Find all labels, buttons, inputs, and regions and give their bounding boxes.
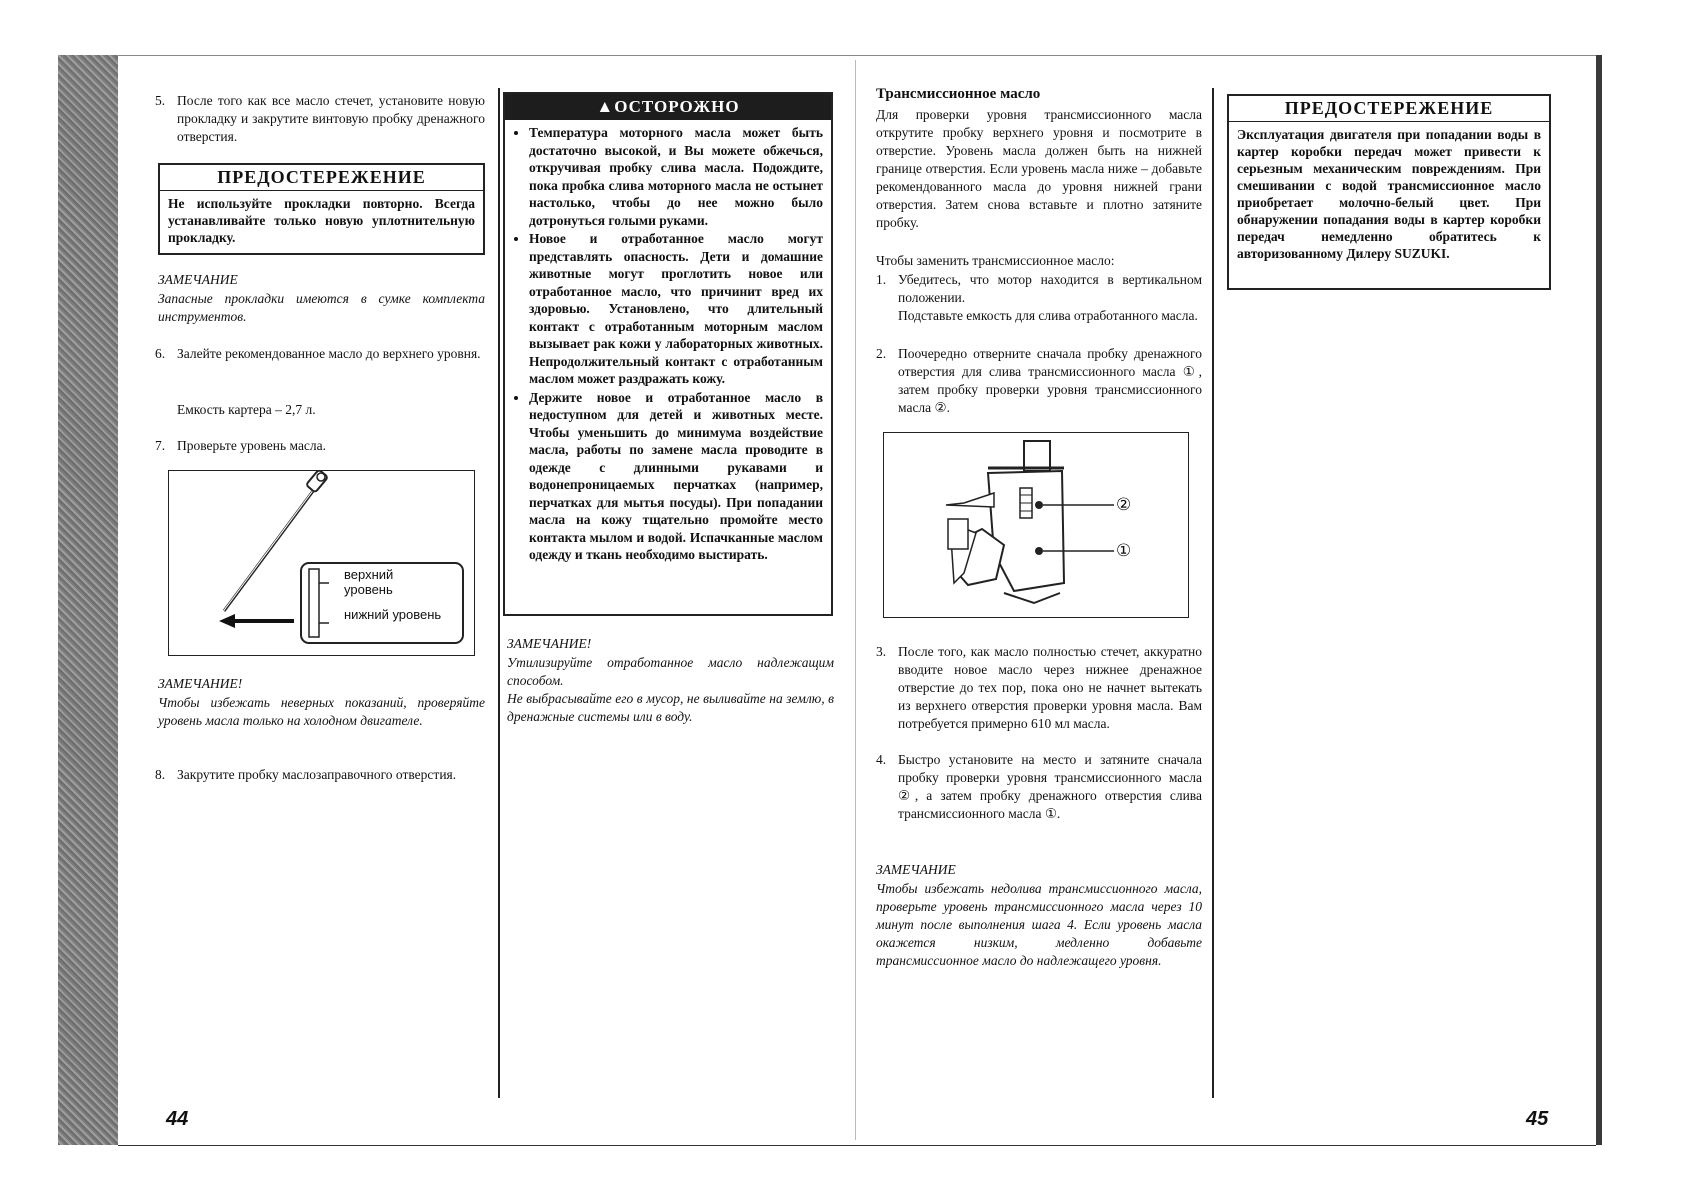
step-text: Проверьте уровень масла. [177,438,327,453]
step-text: Убедитесь, что мотор находится в вертикальном положении. [898,272,1202,305]
note-title: ЗАМЕЧАНИЕ [158,272,238,287]
upper-level-label: верхний уровень [344,567,394,597]
step-text: Залейте рекомендованное масло до верхнего уровня. [177,346,481,361]
step-7 [155,437,485,455]
step-3 [876,643,1202,733]
note-text-environment: Не выбрасывайте его в мусор, не выливайте на землю, в дренажные системы или в воду. [507,691,834,724]
step-number: 8. [155,767,166,782]
step-text: Поочередно отверните сначала пробку дренажного отверстия для слива трансмиссионного масла ①, затем пробку проверки уровня трансмиссионного масла ②. [898,346,1202,415]
page-top-edge [118,55,1596,56]
step-number: 5. [155,93,166,108]
warning-body [505,120,831,569]
step-text: Быстро установите на место и затяните сначала пробку проверки уровня трансмиссионного масла ②, а затем пробку дренажного отверстия слива трансмиссионного масла ①. [898,752,1202,821]
step-number: 2. [876,346,887,361]
warning-title: ▲ОСТОРОЖНО [505,94,831,120]
step-text: Закрутите пробку маслозаправочного отверстия. [177,767,457,782]
step-number: 3. [876,644,887,659]
step-1 [876,271,1202,325]
step-number: 1. [876,272,887,287]
warning-item: • Новое и отработанное масло могут представлять опасность. Дети и домашние животные могут проглотить новое или отработанное масло, что причинит вред их здоровью. Установлено, что длительный контакт с отработанным моторным маслом вызывает рак кожи у лабораторных животных. Непродолжительный контакт с отработанным маслом может раздражать кожу. [529,230,823,388]
note-text: Запасные прокладки имеются в сумке комплекта инструментов. [158,291,485,324]
replace-intro: Чтобы заменить трансмиссионное масло: [876,253,1115,268]
caution-box-gasket [158,163,485,255]
scan-edge-right [1596,55,1602,1145]
caution-title: ПРЕДОСТЕРЕЖЕНИЕ [1229,96,1549,122]
caution-box-water [1227,94,1551,290]
note-title: ЗАМЕЧАНИЕ! [507,636,592,651]
warning-item: • Температура моторного масла может быть достаточно высокой, и Вы можете обжечься, откручивая пробку слива масла. Подождите, пока пробка слива моторного масла не остынет настолько, чтобы до нее можно было дотронуться голыми руками. [529,124,823,229]
page-number-right: 45 [1526,1108,1549,1130]
note-text: Чтобы избежать недолива трансмиссионного масла, проверьте уровень трансмиссионного масла через 10 минут после выполнения шага 4. Если уровень масла окажется низким, медленно добавьте трансмиссионное масло до надлежащего уровня. [876,881,1202,968]
section-heading: Трансмиссионное масло [876,86,1041,102]
caution-text: Не используйте прокладки повторно. Всегда устанавливайте только новую уплотнительную прокладку. [168,196,475,245]
step-number: 4. [876,752,887,767]
page-number-left: 44 [166,1108,189,1130]
column-divider-left [498,88,500,1098]
step-number: 7. [155,438,166,453]
intro-paragraph: Для проверки уровня трансмиссионного масла открутите пробку верхнего уровня и посмотрите в отверстие. Уровень масла должен быть на нижней границе отверстия. Если уровень масла ниже – добавьте рекомендованного масла до уровня нижней грани отверстия. Затем снова вставьте и плотно затяните пробку. [876,107,1202,230]
step-text: После того как все масло стечет, установите новую прокладку и закрутите винтовую пробку дренажного отверстия. [177,93,485,144]
step-number: 6. [155,346,166,361]
dipstick-figure [168,470,475,656]
step-8 [155,766,485,784]
step-text: После того, как масло полностью стечет, аккуратно вводите новое масло через нижнее дренажное отверстие до тех пор, пока оно не начнет вытекать из верхнего отверстия проверки уровня масла. Вам потребуется примерно 610 мл масла. [898,644,1202,731]
spine-divider [855,60,856,1140]
page-bottom-edge [118,1145,1596,1146]
warning-item: • Держите новое и отработанное масло в недоступном для детей и животных месте. Чтобы уменьшить до минимума воздействие масла, работы по замене масла проводите в одежде с длинными рукавами и водонепроницаемых перчатках (например, перчатках для мытья посуды). При попадании масла на кожу тщательно промойте место контакта мылом и водой. Испачканные маслом одежду и ткань необходимо выстирать. [529,389,823,564]
step-6 [155,345,485,363]
note-title: ЗАМЕЧАНИЕ! [158,676,243,691]
note-text-disposal: Утилизируйте отработанное масло надлежащим способом. [507,655,834,688]
gearcase-figure [883,432,1189,618]
caution-text: Эксплуатация двигателя при попадании воды в картер коробки передач может привести к серьезным механическим повреждениям. При смешивании с водой трансмиссионное масло приобретает молочно-белый цвет. При обнаружении попадания воды в картер коробки передач немедленно обратитесь к авторизованному Дилеру SUZUKI. [1237,127,1541,261]
column-divider-right [1212,88,1214,1098]
warning-box [503,92,833,616]
note-text: Чтобы избежать неверных показаний, проверяйте уровень масла только на холодном двигателе. [158,695,485,728]
caution-title: ПРЕДОСТЕРЕЖЕНИЕ [160,165,483,191]
dipstick-illustration [169,471,473,654]
step-2 [876,345,1202,417]
gearcase-illustration [884,433,1187,616]
note-title: ЗАМЕЧАНИЕ [876,862,956,877]
step-text-2: Подставьте емкость для слива отработанного масла. [898,308,1198,323]
callout-2: ② [1116,495,1132,514]
callout-1: ① [1116,541,1132,560]
scan-edge-left [58,55,118,1145]
crankcase-capacity: Емкость картера – 2,7 л. [177,402,316,417]
step-5 [155,92,485,146]
step-4 [876,751,1202,823]
lower-level-label: нижний уровень [344,607,442,622]
